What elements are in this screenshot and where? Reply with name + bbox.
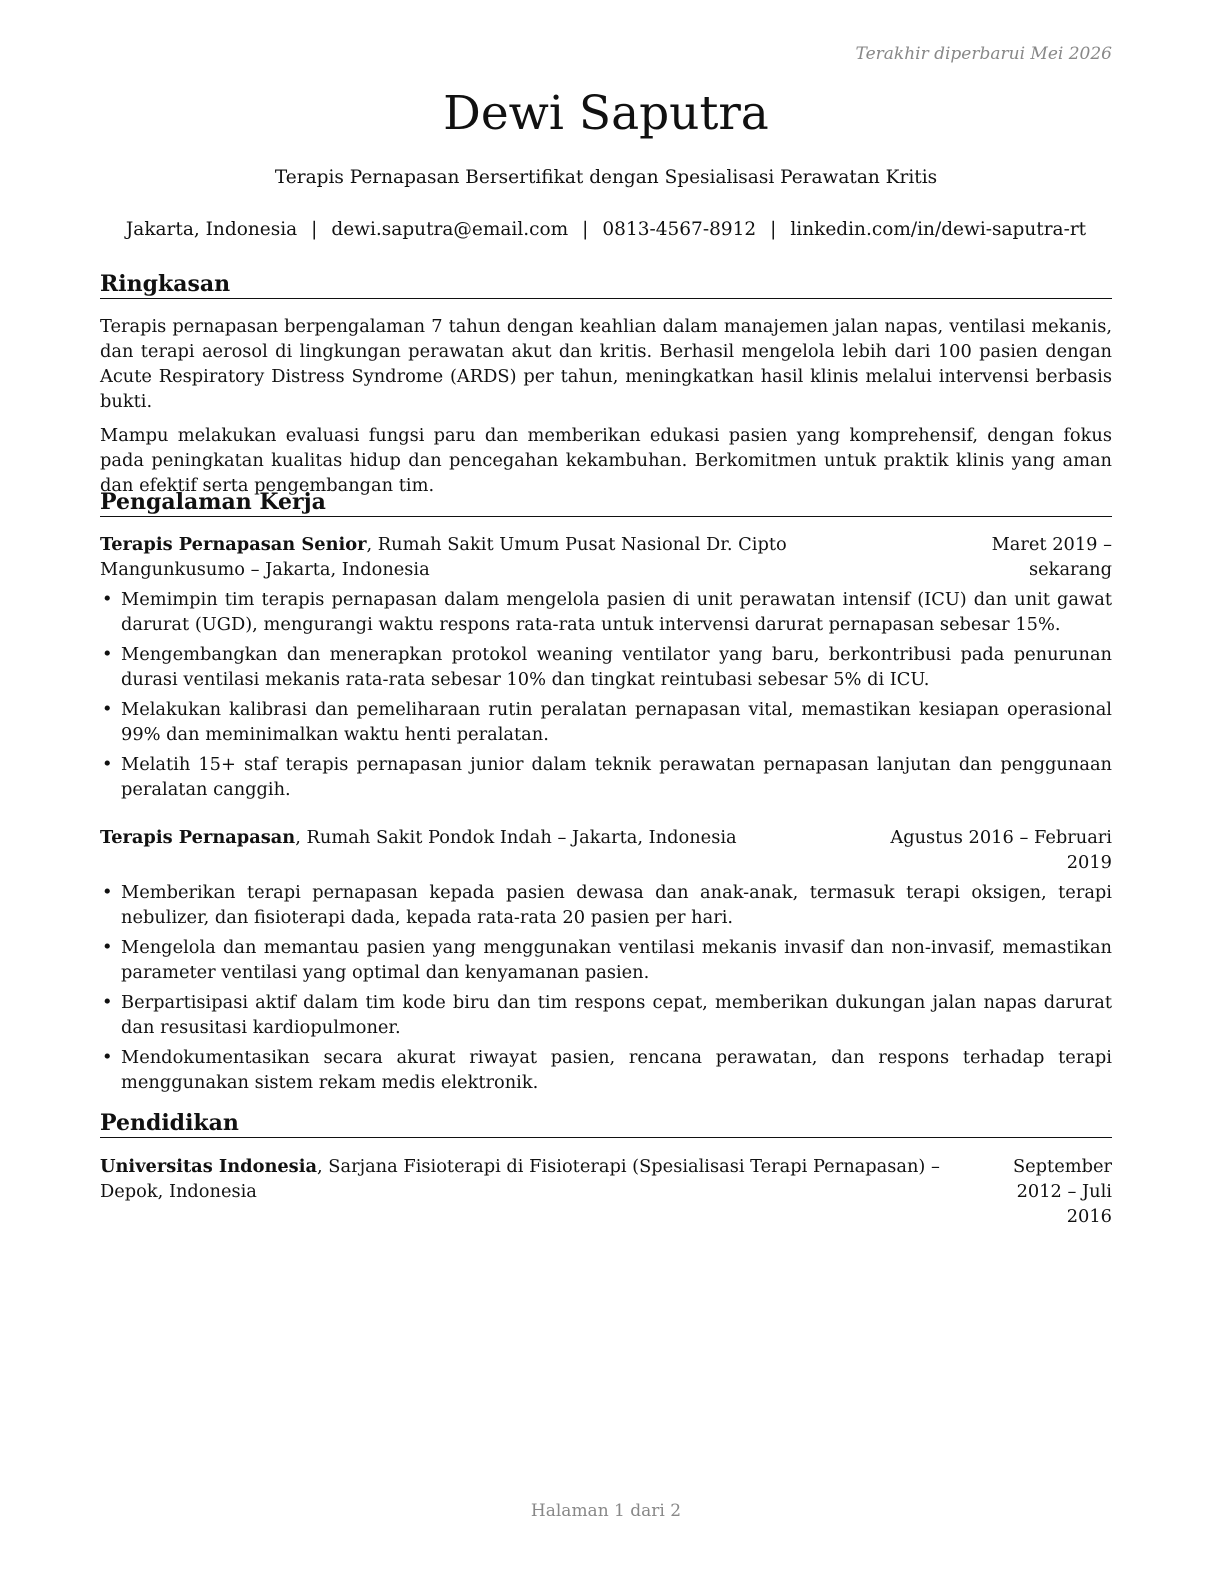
bullet-icon: • <box>102 699 113 720</box>
summary-section-title: Ringkasan <box>100 271 1112 299</box>
list-item: • Memberikan terapi pernapasan kepada pasien dewasa dan anak-anak, termasuk terapi oksigen, terapi nebulizer, dan fisioterapi dada, kepada rata-rata 20 pasien per hari. <box>102 882 1112 928</box>
contact-separator: | <box>582 219 589 240</box>
bullet-icon: • <box>102 644 113 665</box>
education-title-line <box>100 1154 980 1204</box>
resume-page <box>100 0 1112 1584</box>
bullet-icon: • <box>102 754 113 775</box>
list-item: • Melakukan kalibrasi dan pemeliharaan rutin peralatan pernapasan vital, memastikan kesiapan operasional 99% dan meminimalkan waktu henti peralatan. <box>102 699 1112 745</box>
job-bullet-list <box>100 880 1112 1100</box>
experience-section-title: Pengalaman Kerja <box>100 489 1112 517</box>
bullet-icon: • <box>102 937 113 958</box>
summary-paragraph: Mampu melakukan evaluasi fungsi paru dan memberikan edukasi pasien yang komprehensif, dengan fokus pada peningkatan kualitas hidup dan pencegahan kekambuhan. Berkomitmen untuk praktik klinis yang aman dan efektif serta pengembangan tim. <box>100 425 1112 496</box>
bullet-icon: • <box>102 882 113 903</box>
job-bullet-list <box>100 587 1112 807</box>
bullet-icon: • <box>102 589 113 610</box>
education-section-title: Pendidikan <box>100 1110 1112 1138</box>
job-dates: Maret 2019 – sekarang <box>991 534 1112 580</box>
list-item: • Melatih 15+ staf terapis pernapasan junior dalam teknik perawatan pernapasan lanjutan dan penggunaan peralatan canggih. <box>102 754 1112 800</box>
education-school: Universitas Indonesia <box>100 1156 317 1177</box>
job-dates: Agustus 2016 – Februari 2019 <box>890 827 1112 873</box>
job-role: Terapis Pernapasan Senior <box>100 534 367 555</box>
job-organization: , Rumah Sakit Umum Pusat Nasional Dr. Cipto Mangunkusumo – Jakarta, Indonesia <box>100 534 787 580</box>
list-item: • Memimpin tim terapis pernapasan dalam mengelola pasien di unit perawatan intensif (ICU) dan unit gawat darurat (UGD), mengurangi waktu respons rata-rata untuk intervensi darurat pernapasan sebesar 15%. <box>102 589 1112 635</box>
candidate-name: Dewi Saputra <box>443 86 769 141</box>
list-item: • Mendokumentasikan secara akurat riwayat pasien, rencana perawatan, dan respons terhadap terapi menggunakan sistem rekam medis elektronik. <box>102 1047 1112 1093</box>
summary-text <box>100 314 1112 507</box>
education-detail: , Sarjana Fisioterapi di Fisioterapi (Spesialisasi Terapi Pernapasan) – Depok, Indonesia <box>100 1156 940 1202</box>
list-item: • Mengelola dan memantau pasien yang menggunakan ventilasi mekanis invasif dan non-invasif, memastikan parameter ventilasi yang optimal dan kenyamanan pasien. <box>102 937 1112 983</box>
contact-phone[interactable]: 0813-4567-8912 <box>602 219 757 240</box>
professional-headline: Terapis Pernapasan Bersertifikat dengan Spesialisasi Perawatan Kritis <box>274 167 938 188</box>
page-number: Halaman 1 dari 2 <box>530 1501 682 1521</box>
list-item: • Mengembangkan dan menerapkan protokol weaning ventilator yang baru, berkontribusi pada penurunan durasi ventilasi mekanis rata-rata sebesar 10% dan tingkat reintubasi sebesar 5% di ICU. <box>102 644 1112 690</box>
job-title-line <box>100 532 900 582</box>
contact-location: Jakarta, Indonesia <box>125 219 298 240</box>
job-header <box>100 532 1112 582</box>
contact-email[interactable]: dewi.saputra@email.com <box>331 219 569 240</box>
education-dates: September 2012 – Juli 2016 <box>1012 1156 1112 1227</box>
list-item: • Berpartisipasi aktif dalam tim kode biru dan tim respons cepat, memberikan dukungan jalan napas darurat dan resusitasi kardiopulmoner. <box>102 992 1112 1038</box>
job-organization: , Rumah Sakit Pondok Indah – Jakarta, Indonesia <box>295 827 737 848</box>
education-entry <box>100 1154 1112 1229</box>
job-title-line <box>100 825 860 850</box>
contact-linkedin[interactable]: linkedin.com/in/dewi-saputra-rt <box>790 219 1087 240</box>
contact-separator: | <box>311 219 318 240</box>
job-header <box>100 825 1112 875</box>
contact-line <box>100 219 1112 240</box>
summary-paragraph: Terapis pernapasan berpengalaman 7 tahun dengan keahlian dalam manajemen jalan napas, ventilasi mekanis, dan terapi aerosol di lingkungan perawatan akut dan kritis. Berhasil mengelola lebih dari 100 pasien dengan Acute Respiratory Distress Syndrome (ARDS) per tahun, meningkatkan hasil klinis melalui intervensi berbasis bukti. <box>100 316 1112 412</box>
last-updated-note: Terakhir diperbarui Mei 2026 <box>855 44 1112 64</box>
job-role: Terapis Pernapasan <box>100 827 296 848</box>
bullet-icon: • <box>102 992 113 1013</box>
contact-separator: | <box>770 219 777 240</box>
bullet-icon: • <box>102 1047 113 1068</box>
